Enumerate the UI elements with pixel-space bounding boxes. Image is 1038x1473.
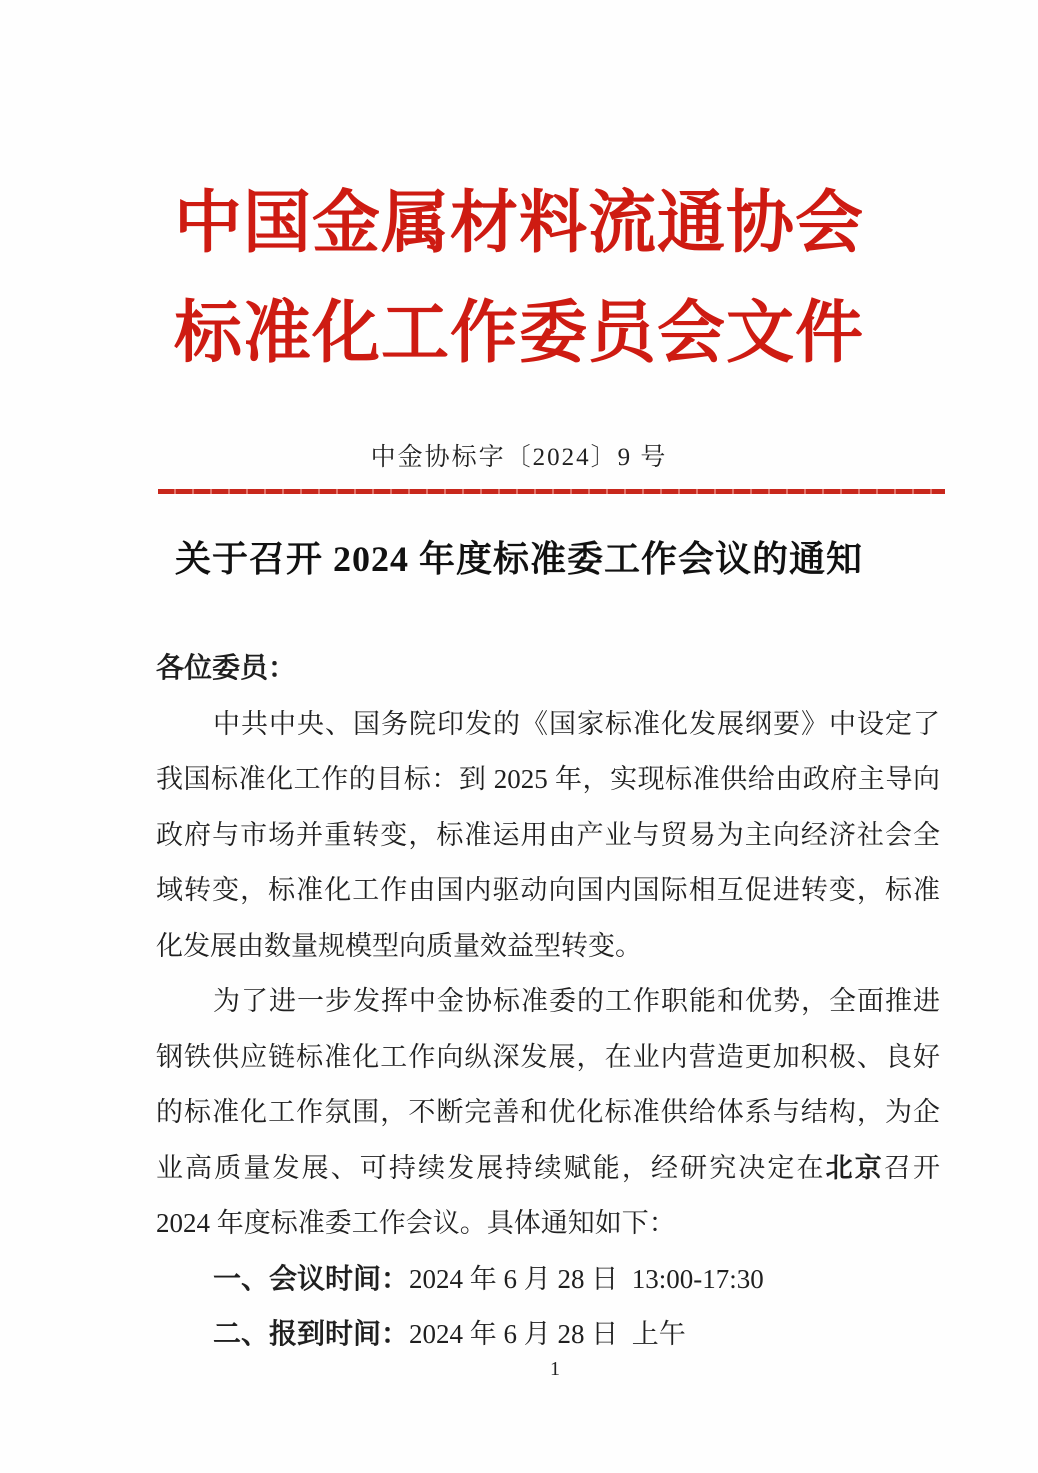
body-line-p1-2: 我国标准化工作的目标：到 2025 年，实现标准供给由政府主导向 xyxy=(156,764,940,794)
org-name-line1: 中国金属材料流通协会 xyxy=(173,185,864,261)
meeting-time-value: 2024 年 6 月 28 日 13:00-17:30 xyxy=(409,1263,764,1294)
body-text: 召开 xyxy=(883,1152,941,1183)
body-line-p2-4 xyxy=(156,1141,940,1197)
body-line-p1-5: 化发展由数量规模型向质量效益型转变。 xyxy=(156,930,642,961)
notice-title: 关于召开 2024 年度标准委工作会议的通知 xyxy=(174,539,863,579)
body-line-p2-1: 为了进一步发挥中金协标准委的工作职能和优势，全面推进 xyxy=(213,986,940,1016)
checkin-time-label: 二、报到时间： xyxy=(213,1319,410,1350)
body-line-p1-1: 中共中央、国务院印发的《国家标准化发展纲要》中设定了 xyxy=(213,708,940,739)
document-body xyxy=(156,641,940,1363)
body-line-p2-2: 钢铁供应链标准化工作向纵深发展，在业内营造更加积极、良好 xyxy=(156,1041,940,1072)
meeting-time-item xyxy=(156,1252,940,1308)
body-line-p2-5: 2024 年度标准委工作会议。具体通知如下： xyxy=(156,1208,676,1238)
body-text: 业高质量发展、可持续发展持续赋能，经研究决定在 xyxy=(156,1152,826,1183)
org-name-line2: 标准化工作委员会文件 xyxy=(173,295,864,371)
body-line-p2-3: 的标准化工作氛围，不断完善和优化标准供给体系与结构，为企 xyxy=(156,1097,940,1127)
red-separator-line xyxy=(158,489,945,494)
body-line-p1-3: 政府与市场并重转变，标准运用由产业与贸易为主向经济社会全 xyxy=(156,819,940,850)
meeting-time-label: 一、会议时间： xyxy=(213,1263,410,1295)
salutation: 各位委员： xyxy=(156,653,297,684)
checkin-time-item xyxy=(156,1307,940,1363)
checkin-time-value: 2024 年 6 月 28 日 上午 xyxy=(409,1319,686,1349)
body-line-p1-4: 域转变，标准化工作由国内驱动向国内国际相互促进转变，标准 xyxy=(156,875,940,905)
doc-number: 中金协标字〔2024〕9 号 xyxy=(370,444,668,471)
emphasis-beijing: 北京 xyxy=(825,1152,884,1183)
org-header xyxy=(0,168,1038,388)
page-number: 1 xyxy=(550,1358,560,1380)
